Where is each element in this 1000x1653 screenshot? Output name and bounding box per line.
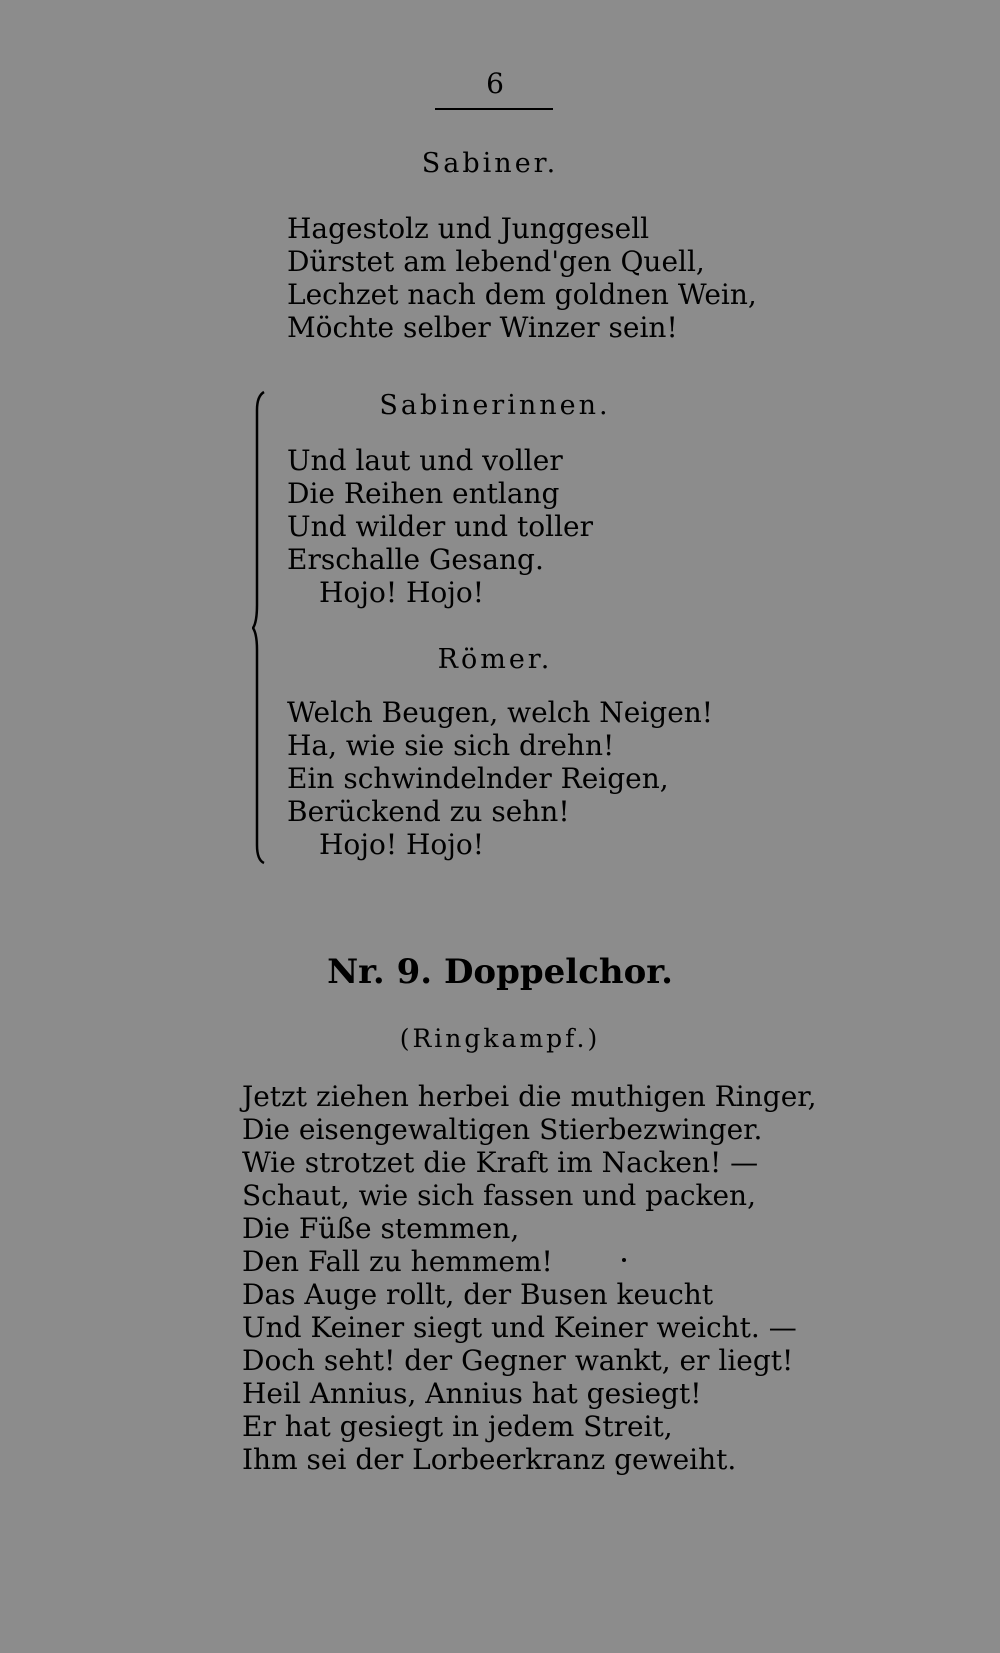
verse-line: Doch seht! der Gegner wankt, er liegt!	[242, 1344, 794, 1377]
verse-line: Heil Annius, Annius hat gesiegt!	[242, 1377, 702, 1410]
verse-line: Ha, wie sie sich drehn!	[287, 729, 615, 762]
verse-line: Wie strotzet die Kraft im Nacken! —	[242, 1146, 759, 1179]
stanza-sabiner	[287, 212, 757, 344]
verse-line: Die Füße stemmen,	[242, 1212, 520, 1245]
verse-line: Und laut und voller	[287, 444, 563, 477]
verse-line: Lechzet nach dem goldnen Wein,	[287, 278, 757, 311]
stanza-sabinerinnen	[287, 444, 593, 609]
verse-line: Ihm sei der Lorbeerkranz geweiht.	[242, 1443, 737, 1476]
header-rule	[435, 108, 553, 110]
stanza-roemer	[287, 696, 713, 861]
page-number: 6	[486, 67, 504, 100]
verse-line: Er hat gesiegt in jedem Streit,	[242, 1410, 673, 1443]
verse-line: Und wilder und toller	[287, 510, 593, 543]
verse-line: Ein schwindelnder Reigen,	[287, 762, 669, 795]
section-title: Nr. 9. Doppelchor.	[327, 952, 673, 992]
verse-line: Schaut, wie sich fassen und packen,	[242, 1179, 756, 1212]
verse-line: Die eisengewaltigen Stierbezwinger.	[242, 1113, 763, 1146]
refrain-line: Hojo! Hojo!	[319, 828, 485, 861]
verse-line: Möchte selber Winzer sein!	[287, 311, 678, 344]
verse-line: Jetzt ziehen herbei die muthigen Ringer,	[242, 1080, 817, 1113]
section-subtitle: (Ringkampf.)	[399, 1024, 601, 1053]
verse-line: Die Reihen entlang	[287, 477, 560, 510]
chorus-brace	[252, 390, 266, 865]
verse-line: Das Auge rollt, der Busen keucht	[242, 1278, 714, 1311]
stanza-doppelchor	[242, 1080, 816, 1476]
speaker-heading-sabinerinnen: Sabinerinnen.	[379, 390, 611, 421]
verse-line: Erschalle Gesang.	[287, 543, 544, 576]
verse-line: Und Keiner siegt und Keiner weicht. —	[242, 1311, 797, 1344]
speaker-heading-sabiner: Sabiner.	[421, 148, 559, 179]
verse-line: Welch Beugen, welch Neigen!	[287, 696, 714, 729]
verse-line: Berückend zu sehn!	[287, 795, 570, 828]
print-speck	[622, 1258, 626, 1262]
verse-line: Den Fall zu hemmem!	[242, 1245, 553, 1278]
verse-line: Hagestolz und Junggesell	[287, 212, 650, 245]
verse-line: Dürstet am lebend'gen Quell,	[287, 245, 705, 278]
speaker-heading-roemer: Römer.	[437, 644, 553, 675]
refrain-line: Hojo! Hojo!	[319, 576, 485, 609]
